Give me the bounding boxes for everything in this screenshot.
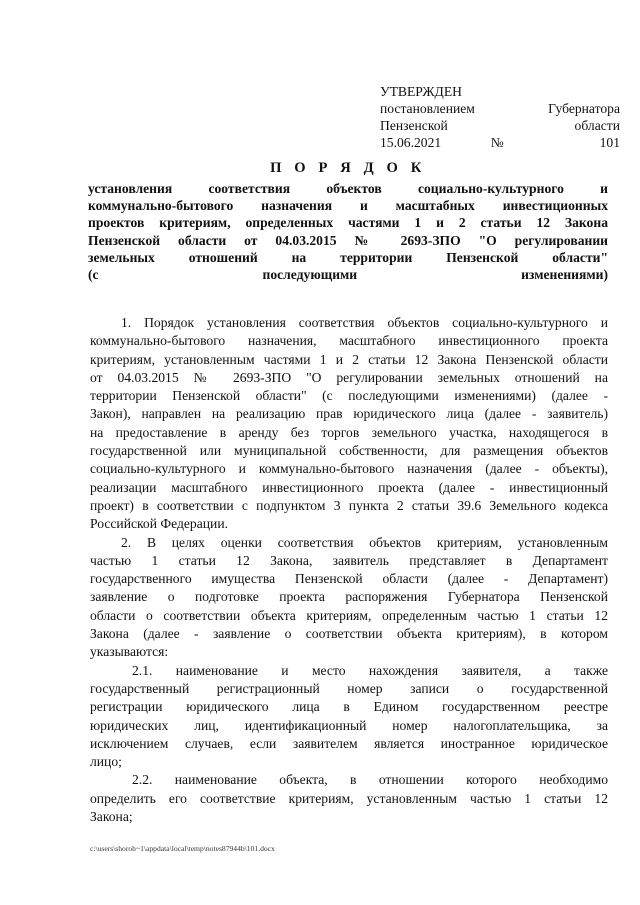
approval-stamp: [380, 83, 620, 151]
paragraph-2-1: [90, 662, 608, 772]
subtitle-line: (с последующими изменениями): [88, 267, 608, 283]
body-line: Закон), направлен на реализацию прав юридического лица (далее - заявитель): [90, 406, 608, 422]
body-line: государственный регистрационный номер записи о государственной: [90, 680, 608, 696]
body-line: указываются:: [90, 644, 169, 660]
approval-date-number: 15.06.2021 № 101: [380, 135, 620, 150]
body-line: Закона (далее - заявление о соответствии объекта критериям), в котором: [90, 626, 608, 642]
body-line: области о соответствии объекта критериям, определенным частью 1 статьи 12: [90, 607, 608, 623]
body-line: государственного имущества Пензенской области (далее - Департамент): [90, 571, 608, 587]
subtitle-line: установления соответствия объектов социально-культурного и: [88, 181, 608, 196]
body-line: определить его соответствие критериям, установленным частью 1 статьи 12: [90, 790, 608, 806]
body-line: 2.1. наименование и место нахождения заявителя, а также: [132, 662, 608, 678]
body-line: юридических лиц, идентификационный номер налогоплательщика, за: [90, 717, 608, 733]
body-line: исключением случаев, если заявителем является иностранное юридическое: [90, 735, 608, 751]
body-line: коммунально-бытового назначения, масштабного инвестиционного проекта: [90, 333, 608, 349]
body-line: частью 1 статьи 12 Закона, заявитель представляет в Департамент: [90, 552, 608, 568]
body-line: государственной или муниципальной собственности, для размещения объектов: [90, 443, 608, 459]
file-path-footer: c:\users\shoroh~1\appdata\local\temp\notes87944b\101.docx: [90, 844, 275, 853]
document-body: [90, 314, 608, 826]
body-line: Закона;: [90, 809, 133, 825]
body-line: от 04.03.2015 № 2693-ЗПО "О регулировании земельных отношений на: [90, 369, 608, 385]
approval-region: Пензенской области: [380, 118, 620, 133]
approval-authority: постановлением Губернатора: [380, 101, 620, 116]
subtitle-line: проектов критериям, определенных частями 1 и 2 статьи 12 Закона: [88, 215, 608, 231]
document-title: П О Р Я Д О К: [270, 160, 426, 176]
body-line: критериям, установленным частями 1 и 2 статьи 12 Закона Пензенской области: [90, 351, 608, 367]
subtitle-line: Пензенской области от 04.03.2015 № 2693-ЗПО "О регулировании: [88, 232, 608, 248]
body-line: регистрации юридического лица в Едином государственном реестре: [90, 699, 608, 715]
body-line: лицо;: [90, 754, 122, 770]
body-line: на предоставление в аренду без торгов земельного участка, находящегося в: [90, 424, 608, 440]
body-line: реализации масштабного инвестиционного проекта (далее - инвестиционный: [90, 479, 608, 495]
approval-heading: УТВЕРЖДЕН: [380, 84, 462, 99]
subtitle-line: земельных отношений на территории Пензенской области": [88, 249, 608, 265]
body-line: проект) в соответствии с подпунктом 3 пункта 2 статьи 39.6 Земельного кодекса: [90, 497, 608, 513]
body-line: территории Пензенской области" (с последующими изменениями) (далее -: [90, 388, 608, 404]
body-line: 2. В целях оценки соответствия объектов критериям, установленным: [121, 534, 608, 550]
body-line: Российской Федерации.: [90, 516, 228, 532]
paragraph-2-2: [90, 771, 608, 826]
body-line: социально-культурного и коммунально-бытового назначения (далее - объекты),: [90, 461, 608, 477]
paragraph-2: [90, 534, 608, 662]
paragraph-1: [90, 314, 608, 534]
subtitle-line: коммунально-бытового назначения и масштабных инвестиционных: [88, 198, 608, 214]
body-line: 2.2. наименование объекта, в отношении которого необходимо: [132, 772, 608, 788]
document-subtitle: [88, 180, 608, 283]
body-line: 1. Порядок установления соответствия объектов социально-культурного и: [121, 315, 608, 330]
body-line: заявление о подготовке проекта распоряжения Губернатора Пензенской: [90, 589, 608, 605]
